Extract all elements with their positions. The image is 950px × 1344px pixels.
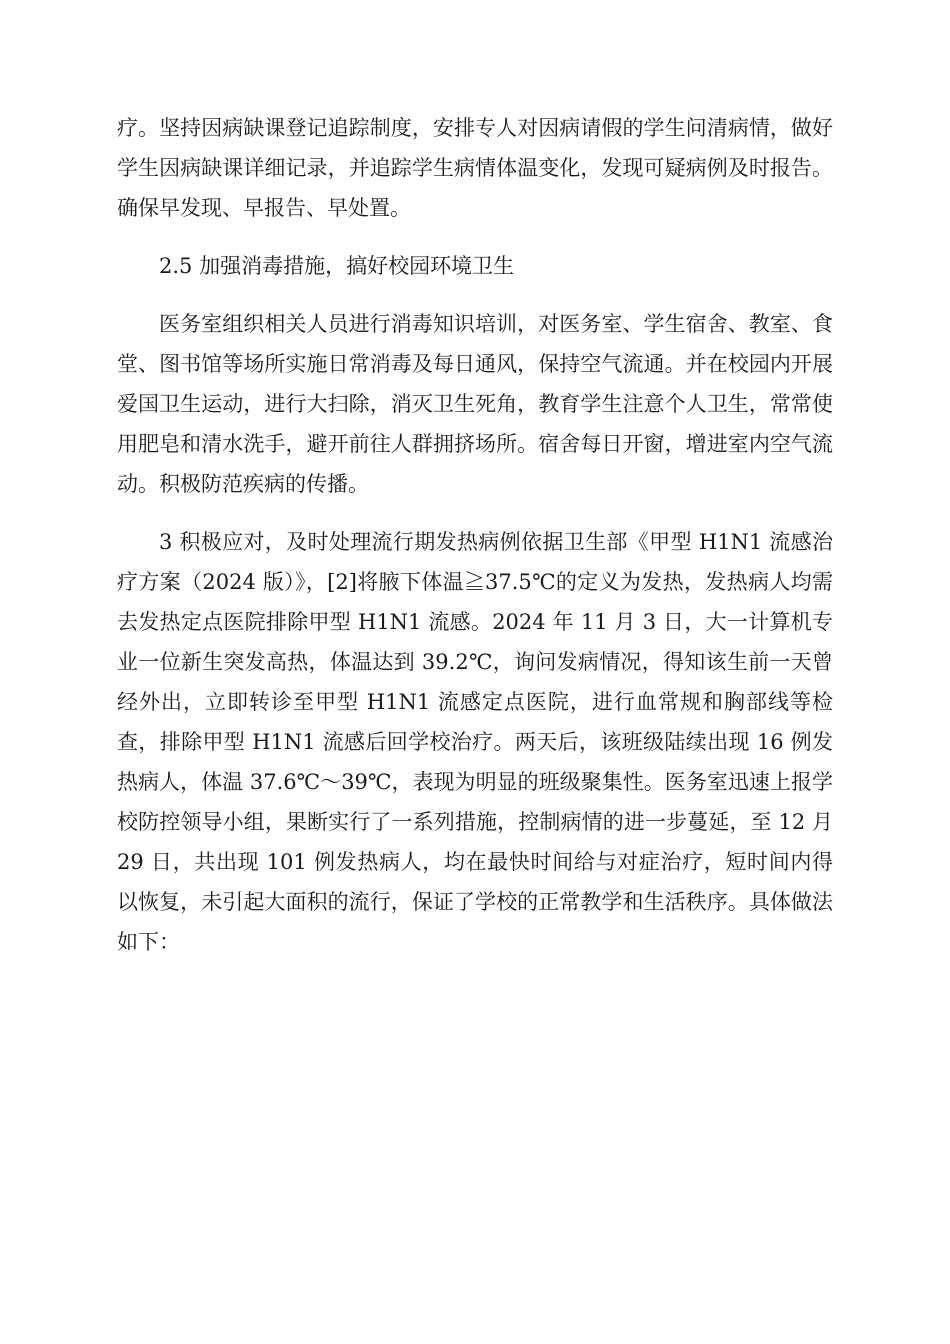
document-page	[117, 108, 833, 980]
body-paragraph-response: 3 积极应对，及时处理流行期发热病例依据卫生部《甲型 H1N1 流感治疗方案（2024 版）》，[2]将腋下体温≧37.5℃的定义为发热，发热病人均需去发热定点医院排除甲型 H1N1 流感。2024 年 11 月 3 日，大一计算机专业一位新生突发高热，体温达到 39.2℃，询问发病情况，得知该生前一天曾经外出，立即转诊至甲型 H1N1 流感定点医院，进行血常规和胸部线等检查，排除甲型 H1N1 流感后回学校治疗。两天后，该班级陆续出现 16 例发热病人，体温 37.6℃～39℃，表现为明显的班级聚集性。医务室迅速上报学校防控领导小组，果断实行了一系列措施，控制病情的进一步蔓延，至 12 月 29 日，共出现 101 例发热病人，均在最快时间给与对症治疗，短时间内得以恢复，未引起大面积的流行，保证了学校的正常教学和生活秩序。具体做法如下：	[117, 530, 833, 954]
body-paragraph-continuation: 疗。坚持因病缺课登记追踪制度，安排专人对因病请假的学生问清病情，做好学生因病缺课详细记录，并追踪学生病情体温变化，发现可疑病例及时报告。确保早发现、早报告、早处置。	[117, 116, 833, 220]
section-heading: 2.5 加强消毒措施，搞好校园环境卫生	[159, 254, 515, 278]
body-paragraph-disinfection: 医务室组织相关人员进行消毒知识培训，对医务室、学生宿舍、教室、食堂、图书馆等场所实施日常消毒及每日通风，保持空气流通。并在校园内开展爱国卫生运动，进行大扫除，消灭卫生死角，教育学生注意个人卫生，常常使用肥皂和清水洗手，避开前往人群拥挤场所。宿舍每日开窗，增进室内空气流动。积极防范疾病的传播。	[117, 312, 833, 496]
